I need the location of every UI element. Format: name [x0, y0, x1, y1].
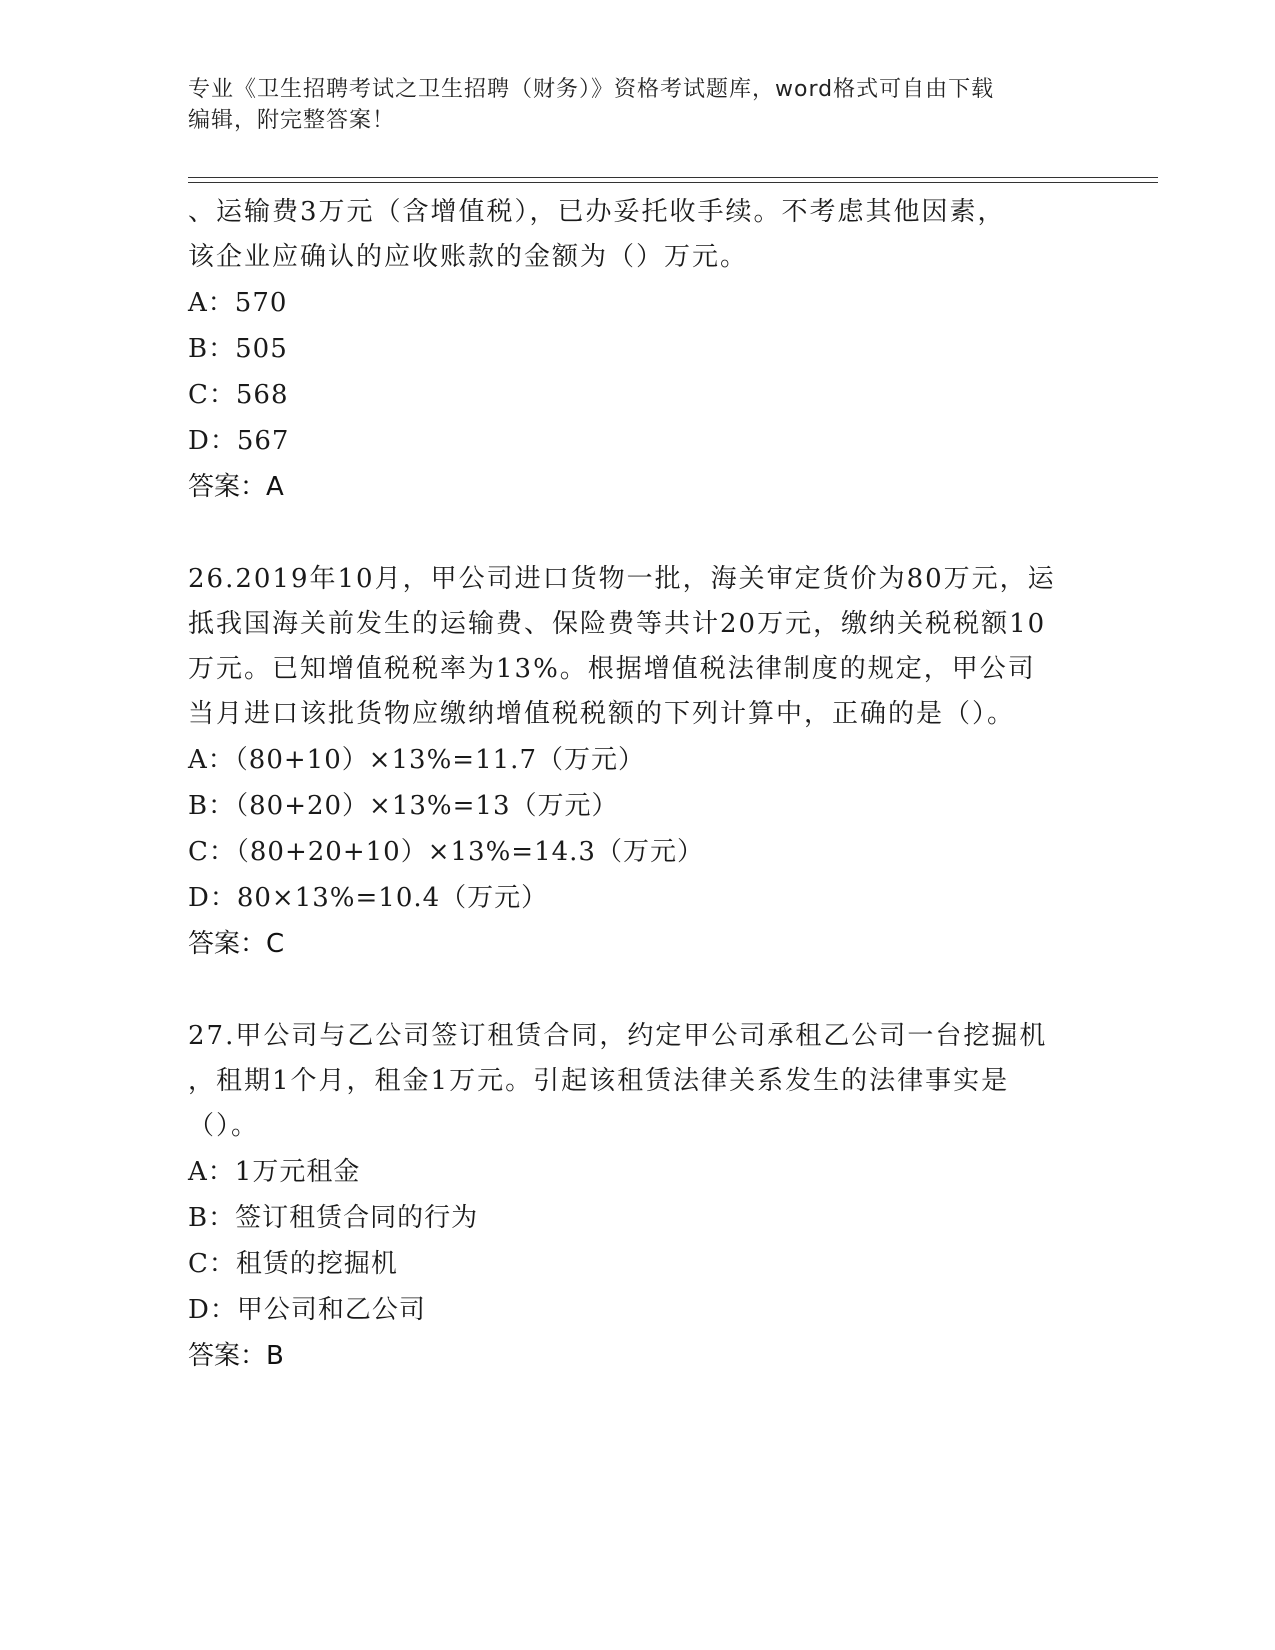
question-text-line: ，租期1个月，租金1万元。引起该租赁法律关系发生的法律事实是 [188, 1066, 1010, 1096]
header-line-1: 专业《卫生招聘考试之卫生招聘（财务）》资格考试题库，word格式可自由下载 [188, 77, 995, 102]
option-d: D：567 [188, 426, 290, 456]
question-content [188, 190, 1088, 1379]
option-a: A：1万元租金 [188, 1157, 361, 1187]
question-text-line: 该企业应确认的应收账款的金额为（）万元。 [188, 242, 749, 272]
question-26 [188, 557, 1088, 967]
option-b: B：签订租赁合同的行为 [188, 1203, 479, 1233]
question-25-tail [188, 190, 1088, 510]
question-text-line: 当月进口该批货物应缴纳增值税税额的下列计算中，正确的是（）。 [188, 699, 1016, 729]
option-d: D：甲公司和乙公司 [188, 1295, 426, 1325]
question-text-line: 万元。已知增值税税率为13%。根据增值税法律制度的规定，甲公司 [188, 654, 1036, 684]
option-a: A：（80+10）×13%=11.7（万元） [188, 745, 645, 775]
answer-line: 答案：C [188, 929, 285, 959]
question-27 [188, 1014, 1088, 1379]
question-text-line: 26.2019年10月，甲公司进口货物一批，海关审定货价为80万元，运 [188, 564, 1056, 594]
question-text-line: 、运输费3万元（含增值税），已办妥托收手续。不考虑其他因素， [188, 197, 1006, 227]
answer-line: 答案：B [188, 1341, 284, 1371]
question-text-line: 27.甲公司与乙公司签订租赁合同，约定甲公司承租乙公司一台挖掘机 [188, 1021, 1048, 1051]
header-divider-bottom [188, 182, 1158, 183]
answer-line: 答案：A [188, 472, 284, 502]
question-text-line: 抵我国海关前发生的运输费、保险费等共计20万元，缴纳关税税额10 [188, 609, 1047, 639]
option-b: B：（80+20）×13%=13（万元） [188, 791, 619, 821]
header-divider-top [188, 177, 1158, 178]
option-c: C：（80+20+10）×13%=14.3（万元） [188, 837, 704, 867]
document-header [188, 74, 1088, 136]
header-line-2: 编辑，附完整答案！ [188, 108, 396, 133]
option-d: D：80×13%=10.4（万元） [188, 883, 549, 913]
option-c: C：租赁的挖掘机 [188, 1249, 398, 1279]
option-b: B：505 [188, 334, 288, 364]
option-c: C：568 [188, 380, 289, 410]
question-text-line: （）。 [188, 1111, 260, 1141]
option-a: A：570 [188, 288, 288, 318]
